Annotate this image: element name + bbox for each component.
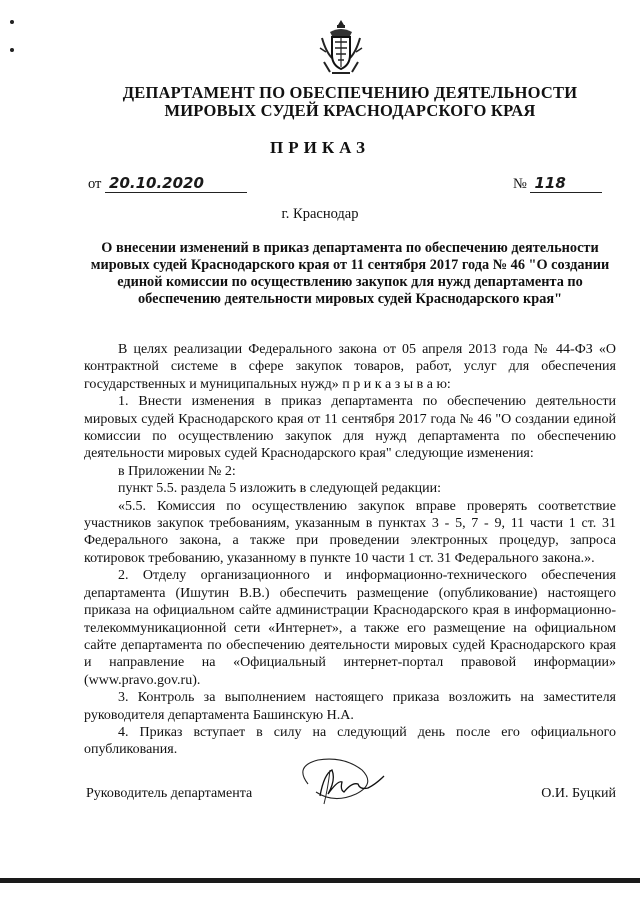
date-prefix: от [88, 176, 102, 192]
order-title: ПРИКАЗ [270, 138, 370, 157]
signatory-position: Руководитель департамента [86, 786, 253, 801]
signature-icon [290, 750, 400, 810]
scan-dot-mark [10, 20, 14, 24]
order-number [513, 174, 602, 193]
body-paragraph: 2. Отделу организационного и информационно-технического обеспечения департамента (Ишутин В.В.) обеспечить размещение (опубликование) настоящего приказа на официальном сайте администрации Краснодарского края в информационно-телекоммуникационной сети «Интернет», а также его размещение на официальном сайте департамента по обеспечению деятельности мировых судей Краснодарского края и направление на «Официальный интернет-портал правовой информации» (www.pravo.gov.ru). [84, 568, 616, 688]
body-paragraph: 4. Приказ вступает в силу на следующий день после его официального опубликования. [84, 724, 616, 758]
order-body [84, 341, 616, 759]
department-name-line: МИРОВЫХ СУДЕЙ КРАСНОДАРСКОГО КРАЯ [164, 101, 536, 120]
coat-of-arms-icon [318, 18, 364, 78]
date-value: 20.10.2020 [105, 174, 247, 193]
body-paragraph: В целях реализации Федерального закона от 05 апреля 2013 года № 44-ФЗ «О контрактной системе в сфере закупок товаров, работ, услуг для обеспечения государственных и муниципальных нужд» п р и к а з ы в а ю: [84, 342, 616, 392]
department-name-line: ДЕПАРТАМЕНТ ПО ОБЕСПЕЧЕНИЮ ДЕЯТЕЛЬНОСТИ [122, 83, 578, 102]
scan-edge-bar [0, 878, 640, 883]
body-paragraph: пункт 5.5. раздела 5 изложить в следующей редакции: [118, 481, 442, 497]
number-value: 118 [530, 174, 602, 193]
body-paragraph: «5.5. Комиссия по осуществлению закупок вправе проверять соответствие участников закупок требованиям, указанным в пунктах 3 - 5, 7 - 9, 11 части 1 ст. 31 Федерального закона, а также при проведении электронных процедур, запроса котировок требованию, указанному в пункте 10 части 1 ст. 31 Федерального закона.». [84, 498, 616, 566]
department-name [90, 84, 610, 120]
scan-dot-mark [10, 48, 14, 52]
order-date [88, 174, 247, 193]
body-paragraph: 1. Внести изменения в приказ департамента по обеспечению деятельности мировых судей Краснодарского края от 11 сентября 2017 года № 46 "О создании единой комиссии по осуществлению закупок для нужд департамента по обеспечению деятельности мировых судей Краснодарского края" следующие изменения: [84, 394, 616, 462]
body-paragraph: в Приложении № 2: [118, 463, 236, 479]
signatory-name: О.И. Буцкий [541, 786, 616, 801]
city: г. Краснодар [281, 206, 359, 222]
order-subject: О внесении изменений в приказ департамента по обеспечению деятельности мировых судей Краснодарского края от 11 сентября 2017 года № 46 "О создании единой комиссии по осуществлению закупок для нужд департамента по обеспечению деятельности мировых судей Краснодарского края" [90, 240, 610, 307]
number-prefix: № [513, 176, 527, 192]
body-paragraph: 3. Контроль за выполнением настоящего приказа возложить на заместителя руководителя департамента Башинскую Н.А. [84, 690, 616, 723]
